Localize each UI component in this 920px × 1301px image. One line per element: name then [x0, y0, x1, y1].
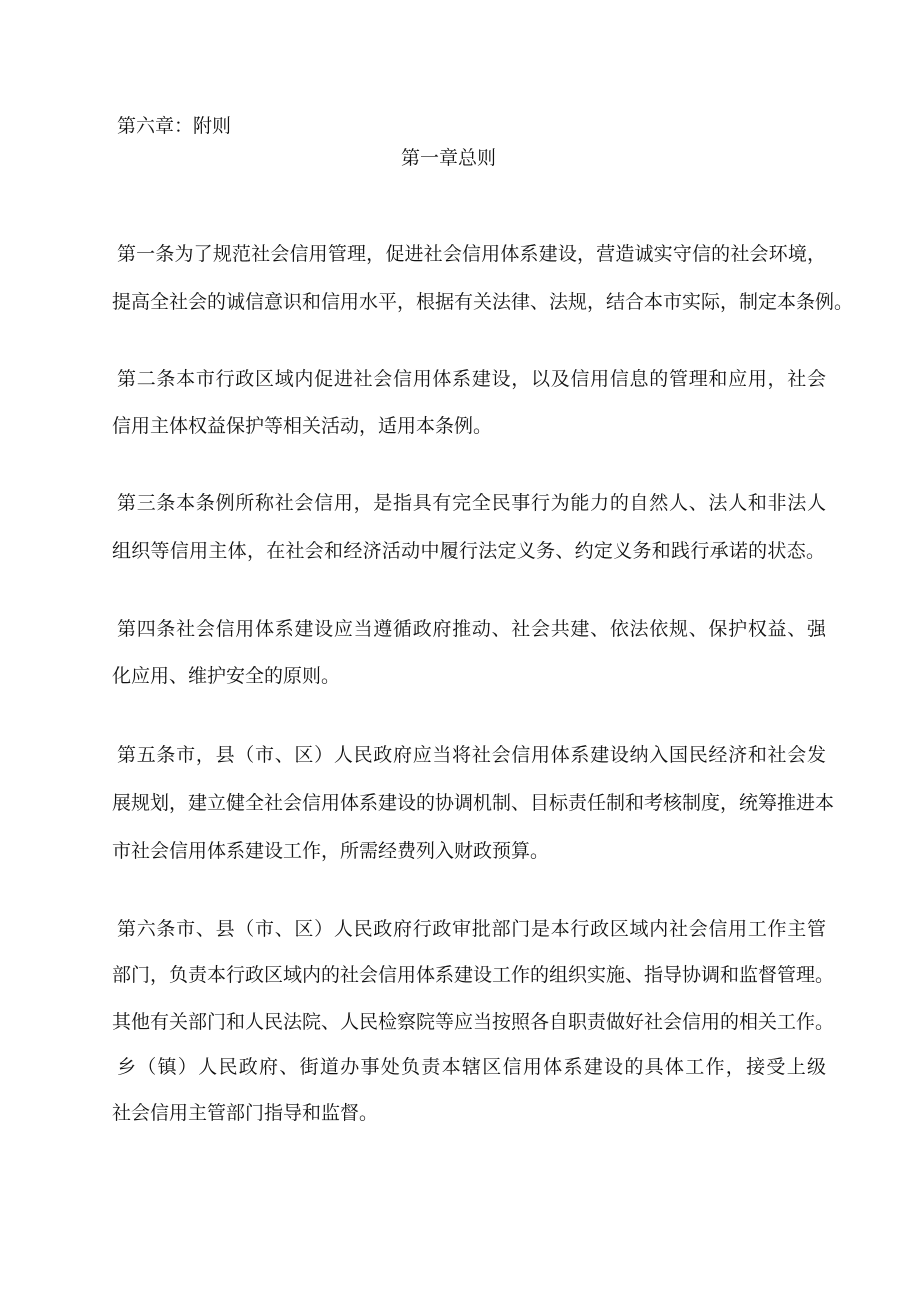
- article-1-line-1: 第一条为了规范社会信用管理，促进社会信用体系建设，营造诚实守信的社会环境，: [117, 243, 826, 265]
- article-3-line-1: 第三条本条例所称社会信用，是指具有完全民事行为能力的自然人、法人和非法人: [117, 492, 826, 514]
- article-1-line-2: 提高全社会的诚信意识和信用水平，根据有关法律、法规，结合本市实际，制定本条例。: [112, 291, 854, 313]
- article-3-line-2: 组织等信用主体，在社会和经济活动中履行法定义务、约定义务和践行承诺的状态。: [112, 540, 825, 562]
- article-5-line-2: 展规划，建立健全社会信用体系建设的协调机制、目标责任制和考核制度，统筹推进本: [112, 792, 835, 814]
- article-6-line-1: 第六条市、县（市、区）人民政府行政审批部门是本行政区域内社会信用工作主管: [117, 918, 826, 940]
- article-6-line-3: 其他有关部门和人民法院、人民检察院等应当按照各自职责做好社会信用的相关工作。: [112, 1011, 835, 1033]
- chapter-one-title: 第一章总则: [401, 147, 497, 169]
- chapter-six-heading: 第六章：附则: [117, 115, 232, 137]
- article-4-line-1: 第四条社会信用体系建设应当遵循政府推动、社会共建、依法依规、保护权益、强: [117, 618, 826, 640]
- article-5-line-3: 市社会信用体系建设工作，所需经费列入财政预算。: [112, 840, 550, 862]
- article-5-line-1: 第五条市，县（市、区）人民政府应当将社会信用体系建设纳入国民经济和社会发: [117, 744, 826, 766]
- article-6-line-5: 社会信用主管部门指导和监督。: [112, 1102, 379, 1124]
- article-2-line-1: 第二条本市行政区域内促进社会信用体系建设，以及信用信息的管理和应用，社会: [117, 368, 826, 390]
- article-4-line-2: 化应用、维护安全的原则。: [112, 665, 341, 687]
- article-6-line-2: 部门，负责本行政区域内的社会信用体系建设工作的组织实施、指导协调和监督管理。: [112, 964, 835, 986]
- article-6-line-4: 乡（镇）人民政府、街道办事处负责本辖区信用体系建设的具体工作，接受上级: [117, 1056, 826, 1078]
- article-2-line-2: 信用主体权益保护等相关活动，适用本条例。: [112, 415, 493, 437]
